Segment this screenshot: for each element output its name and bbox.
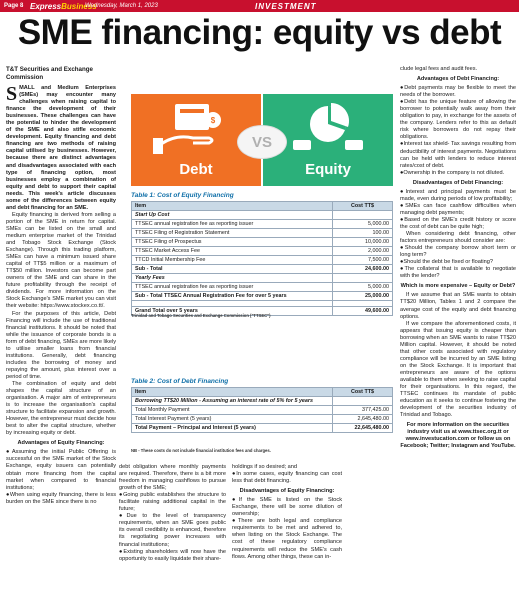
cell-cost: 22,645,480.00 [333,424,393,433]
subheading: Disadvantages of Debt Financing: [412,179,504,186]
table-body [132,397,393,433]
column-header-cost: Cost TT$ [333,202,393,211]
article-headline: SME financing: equity vs debt [17,13,502,52]
cell-item: TTSEC annual registration fee as reporting issuer [132,283,333,292]
table-row [132,397,393,406]
bullet-item: ●If the SME is listed on the Stock Exchange, there will be some dilution of ownership; [232,497,342,518]
cell-item: Sub - Total [132,265,333,274]
column-2 [119,464,226,563]
subheading: Advantages of Debt Financing: [416,76,500,83]
table-row [132,247,393,256]
table2-title: Table 2: Cost of Debt Financing [131,378,229,385]
closing-note: For more information on the securities industry visit us at www.ttsec.org.tt or www.investucation.com or follow us on Facebook; Twitter; Instagram and YouTube. [400,422,516,450]
table-row [132,292,393,301]
cell-cost: 2,645,480.00 [333,415,393,424]
vs-badge: VS [238,126,286,158]
issue-date: Wednesday, March 1, 2023 [85,3,158,9]
table1-source: Trinidad and Tobago Securities and Exchange Commission ("TTSEC") [131,313,271,318]
table-header-row [132,388,393,397]
table2-note: NB - These costs do not include financial institution fees and charges. [131,448,271,453]
bullet-item: ●The collateral that is available to negotiate with the lender? [400,266,516,280]
cell-cost: 7,500.00 [333,256,393,265]
debt-cost-table [131,387,393,433]
debt-icon [131,94,261,164]
table-row [132,283,393,292]
cell-cost: 24,600.00 [333,265,393,274]
paragraph: Equity financing is derived from selling a portion of the SME in return for capital. SMEs can be listed on the small and medium enterprise market of the Trinidad and Tobago Stock Exchange (Stock Exchange). Through this trading platform, SMEs can have a minimum issued share capital of TT$5 million or a maximum of TT$50 million. Investors can become part owners of the SME and can share in the future profitability through the receipt of dividends. For more information on the Stock Exchange's SME market you can visit their website: https://www.stockex.co.tt/. [6,211,116,310]
cell-item: TTSEC Filing of Prospectus [132,238,333,247]
paragraph: clude legal fees and audit fees. [400,66,478,72]
bullet-item: ●SMEs can face cashflow difficulties when managing debt payments; [400,202,516,216]
bullet-item: ●Going public establishes the structure to facilitate raising additional capital in the future; [119,492,226,513]
bullet-item: ●Debt has the unique feature of allowing the borrower to potentially walk away from their obligation to pay, in exchange for the assets of the company. Lenders refer to this as default risk where borrowers do not repay their obligations. [400,99,516,141]
cell-cost: 49,600.00 [333,307,393,316]
cell-item: Grand Total over 5 years [132,307,333,316]
bullet-item: ●Ownership in the company is not diluted. [400,169,505,176]
cell-cost [333,211,393,220]
cell-item: TTSEC Filing of Registration Statement [132,229,333,238]
cell-cost: 2,000.00 [333,247,393,256]
bullet-item: ●Due to the level of transparency requirements, when an SME goes public its overall credibility is enhanced, therefore its negotiating power increases with financial institutions; [119,513,226,548]
cell-item: Total Monthly Payment [132,406,333,415]
cell-item: Sub - Total TTSEC Annual Registration Fee for over 5 years [132,292,333,301]
cell-item: TTCD Initial Membership Fee [132,256,333,265]
cell-cost [333,274,393,283]
paragraph: For the purposes of this article, Debt Financing will include the use of traditional financial institutions. It should be noted that while the issuance of corporate bonds is a form of debt financing, SMEs are more likely to utilise smaller loans from financial institutions. Generally, debt financing includes the borrowing of money and repaying the amount, plus interest over a period of time. [6,310,116,380]
bullet-item: ●Interest and principal payments must be made, even during periods of low profitability; [400,188,516,202]
cell-item: Total Payment – Principal and Interest (5 years) [132,424,333,433]
cell-item: Yearly Fees [132,274,333,283]
table-row [132,229,393,238]
column-4 [400,66,516,452]
paragraph: debt obligation where monthly payments are required. Therefore, there is a bit more freedom in managing cashflows to pursue growth of the SME; [119,464,226,492]
table-header-row [132,202,393,211]
cell-item: Start Up Cost [132,211,333,220]
drop-cap: S [6,83,18,105]
table-row [132,220,393,229]
cell-cost: 377,425.00 [333,406,393,415]
cell-item: Borrowing TT$20 Million - Assuming an interest rate of 5% for 5 years [132,397,333,406]
cell-cost: 5,000.00 [333,220,393,229]
subheading: Disadvantages of Equity Financing: [239,488,335,495]
table-row [132,406,393,415]
lead-text: MALL and Medium Enterprises (SMEs) may encounter many challenges when raising capital to finance the development of their businesses. These challenges can have the potential to hinder the development of the SME and also stifle economic development. Equity financing and debt financing are two methods of raising capital utilised by businesses. However, because there are distinct advantages and disadvantages associated with each type of financing option, most businesses employ a combination of equity and debt to support their capital needs. This week's article discusses some of the differences between equity and debt financing for an SME. [6,85,116,211]
paragraph: The combination of equity and debt shapes the capital structure of an organisation. A major aim of entrepreneurs is to increase the organisation's capital structure to facilitate expansion and growth. However, the entrepreneur must decide how best to alter the capital structure, whether by increasing equity or debt. [6,380,116,437]
bullet-item: ●In some cases, equity financing can cost less that debt financing. [232,471,342,485]
bullet-item: ●Should the company borrow short term or long term? [400,245,516,259]
cell-item: TTSEC Market Access Fee [132,247,333,256]
column-1 [6,85,116,506]
cell-item: TTSEC annual registration fee as reporting issuer [132,220,333,229]
paragraph: holdings if so desired; and [232,464,297,470]
table-body [132,211,393,316]
column-header-item: Item [132,202,333,211]
masthead-bar [0,0,519,12]
debt-vs-equity-graphic [131,94,393,186]
equity-icon [263,94,393,164]
equity-cost-table [131,201,393,316]
bullet-item: ●Existing shareholders will now have the opportunity to easily liquidate their share- [119,548,226,562]
svg-text:$: $ [210,116,216,125]
table-row [132,256,393,265]
bullet-item: ●When using equity financing, there is less burden on the SME since there is no [6,491,116,505]
column-3 [232,464,342,561]
brand-second: Business [61,1,97,11]
subheading: Advantages of Equity Financing: [17,440,105,447]
cell-cost: 100.00 [333,229,393,238]
table-row [132,424,393,433]
subheading: Which is more expensive – Equity or Debt? [400,283,516,290]
lead-paragraph [6,85,116,212]
cell-cost [333,397,393,406]
equity-label: Equity [305,161,351,178]
byline: T&T Securities and Exchange Commission [6,66,93,81]
column-header-cost: Cost TT$ [333,388,393,397]
table-row [132,238,393,247]
section-label: INVESTMENT [255,1,317,11]
table-row [132,211,393,220]
table1-title: Table 1: Cost of Equity Financing [131,192,234,199]
cell-cost: 10,000.00 [333,238,393,247]
bullet-item: ●Debt payments may be flexible to meet the needs of the borrower. [400,85,516,99]
publication-logo [30,1,97,11]
bullet-item: ●Interest tax shield- Tax savings resulting from deductibility of interest payments. Negotiations can be held with lenders to reduce interest rates/cost of debt. [400,141,516,169]
paragraph: When considering debt financing, other factors entrepreneurs should consider are: [400,231,516,245]
table-row [132,274,393,283]
bullet-item: ●There are both legal and compliance requirements to be met and adhered to, when listing on the Stock Exchange. The cost of these regulatory compliance requirements will reduce the SME's cash flows. Among other things, these can in- [232,518,342,560]
bullet-item: ●Assuming the initial Public Offering is successful on the SME market of the Stock Exchange, equity issuers can potentially obtain more financing from the capital market when compared to financial institutions; [6,449,116,491]
paragraph: If we compare the aforementioned costs, it appears that issuing equity is cheaper than borrowing when an SME wants to raise TT$20 Million capital. However, it should be noted that other costs associated with regulatory compliance will be incurred by an SME listing on the Stock Exchange. It is important that entrepreneurs are aware of the options available to them when seeking to raise capital for their organisations. In this regard, the TTSEC continues its mandate of public education as it seeks to continue fostering the development of the securities industry of Trinidad and Tobago. [400,320,516,419]
table-row [132,265,393,274]
cell-item: Total Interest Payment (5 years) [132,415,333,424]
brand-first: Express [30,1,62,11]
column-header-item: Item [132,388,333,397]
paragraph: If we assume that an SME wants to obtain TT$20 Million, Tables 1 and 2 compare the average cost of the equity and debt financing options. [400,292,516,320]
cell-cost: 5,000.00 [333,283,393,292]
page-number: Page 8 [4,3,24,9]
cell-cost: 25,000.00 [333,292,393,301]
bullet-item: ●Based on the SME's credit history or score the cost of debt can be quite high; [400,216,516,230]
table-row [132,415,393,424]
debt-label: Debt [179,161,213,178]
bullet-item: ●Should the debt be fixed or floating? [400,259,493,266]
